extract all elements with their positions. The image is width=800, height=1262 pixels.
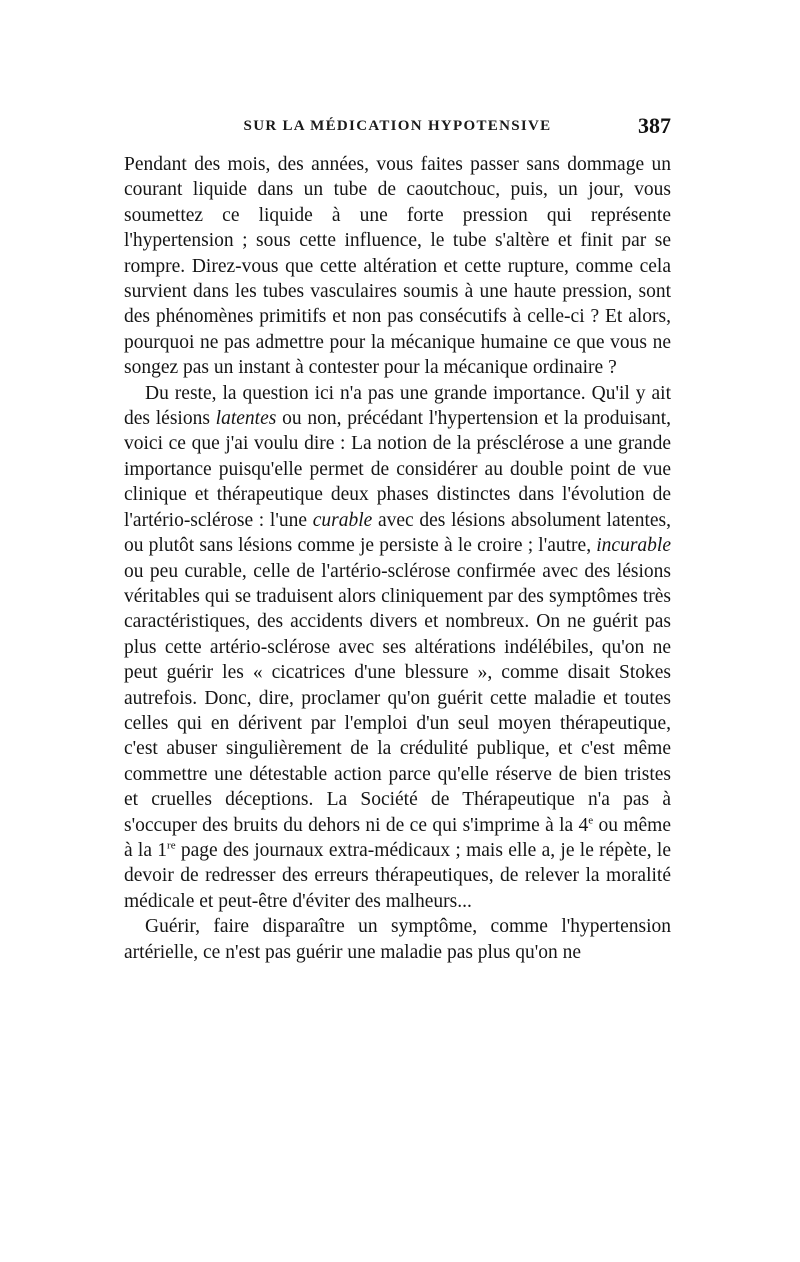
body-text — [124, 152, 671, 965]
paragraph-1: Pendant des mois, des années, vous faites passer sans dommage un courant liquide dans un tube de caoutchouc, puis, un jour, vous soumettez ce liquide à une forte pression qui représente l'hypertension ; sous cette influence, le tube s'altère et finit par se rompre. Direz-vous que cette altération et cette rupture, comme cela survient dans les tubes vasculaires soumis à une haute pression, sont des phénomènes primitifs et non pas consécutifs à celle-ci ? Et alors, pourquoi ne pas admettre pour la mécanique humaine ce que vous ne songez pas un instant à contester pour la mécanique ordinaire ? — [124, 154, 671, 379]
page-number: 387 — [638, 113, 671, 138]
paragraph-2-text: page des journaux extra-médicaux ; mais elle a, je le répète, le devoir de redresser des erreurs thérapeutiques, de relever la moralité médicale et peut-être d'éviter des malheurs... — [124, 839, 671, 912]
paragraph-2-text: avec des lésions absolument latentes, ou plutôt sans lésions comme je persiste à le croire ; l'autre, — [124, 509, 671, 557]
emphasis-latentes: latentes — [215, 408, 277, 430]
paragraph-2-text: ou peu curable, celle de l'artério-sclérose confirmée avec des lésions véritables qui se traduisent alors cliniquement par des symptômes très caractéristiques, des accidents divers et nombreux. On ne guérit pas plus cette artério-sclérose avec ses altérations indélébiles, qu'on ne peut guérir les « cicatrices d'une blessure », comme disait Stokes autrefois. Donc, dire, proclamer qu'on guérit cette maladie et toutes celles qui en dérivent par l'emploi d'un seul moyen thérapeutique, c'est abuser singulièrement de la crédulité publique, et c'est même commettre une détestable action parce qu'elle réserve de bien tristes et cruelles déceptions. La Société de Thérapeutique n'a pas à s'occuper des bruits du dehors ni de ce qui s'imprime à la 4 — [124, 560, 671, 836]
paragraph-3: Guérir, faire disparaître un symptôme, comme l'hypertension artérielle, ce n'est pas guérir une maladie pas plus qu'on ne — [124, 916, 671, 963]
superscript-ordinal: e — [588, 814, 594, 827]
paragraph-2-text: Du reste, la question ici n'a pas une grande importance. Qu'il y ait des lésions — [124, 382, 671, 430]
emphasis-incurable: incurable — [596, 535, 671, 557]
paragraph-2-text: ou non, précédant l'hypertension et la produisant, voici ce que j'ai voulu dire : La notion de la présclérose a une grande importance puisqu'elle permet de considérer au double point de vue clinique et thérapeutique deux phases distinctes dans l'évolution de l'artério-sclérose : l'une — [124, 408, 671, 531]
superscript-ordinal: re — [167, 839, 176, 852]
emphasis-curable: curable — [312, 509, 373, 531]
paragraph-2-text: ou même à la 1 — [124, 814, 671, 861]
paragraph-2 — [124, 381, 671, 915]
running-title: SUR LA MÉDICATION HYPOTENSIVE — [243, 118, 552, 134]
running-head — [124, 113, 671, 142]
